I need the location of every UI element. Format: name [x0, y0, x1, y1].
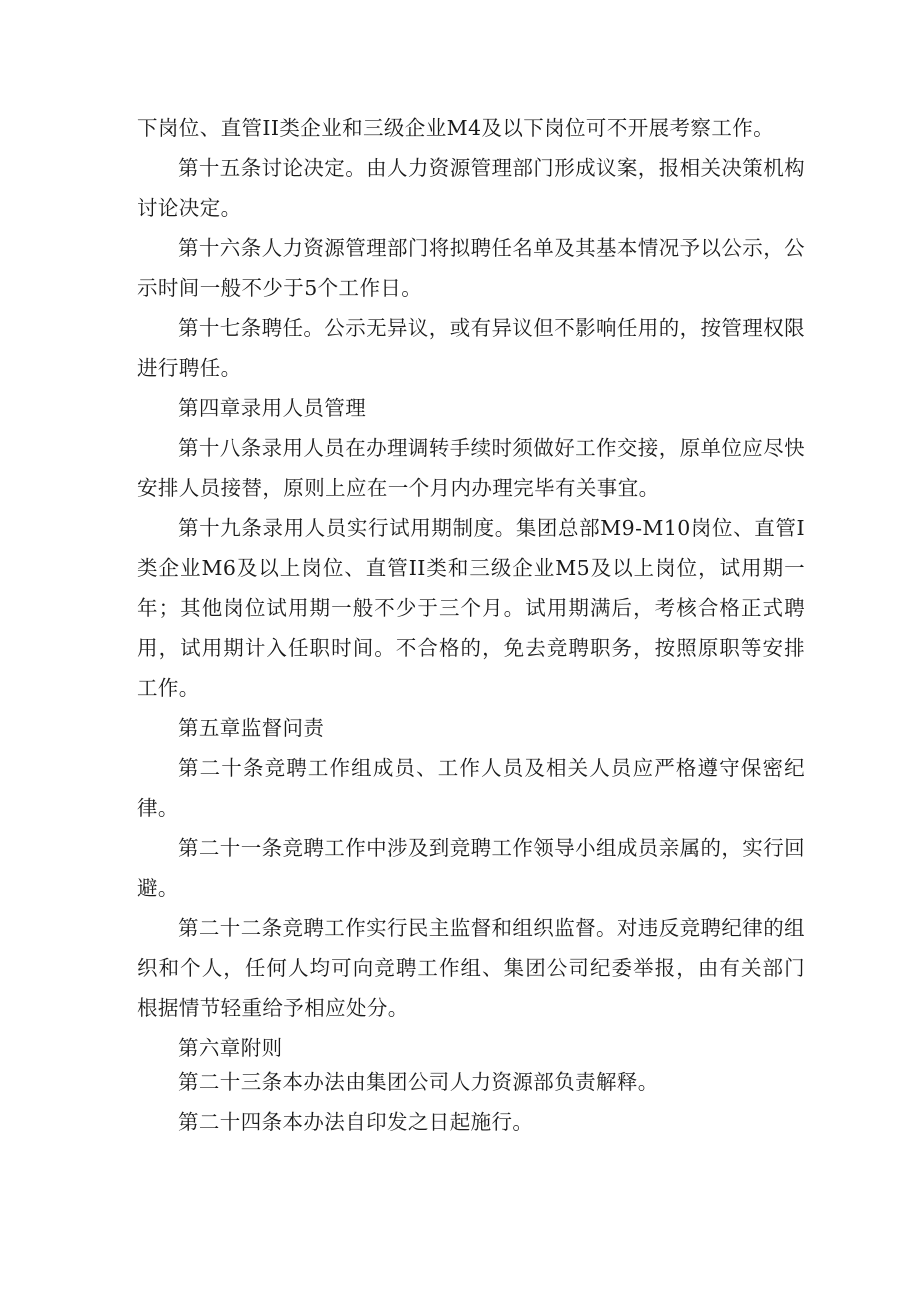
- document-body: [137, 108, 805, 1142]
- article-22: 第二十二条竞聘工作实行民主监督和组织监督。对违反竞聘纪律的组织和个人，任何人均可向竞聘工作组、集团公司纪委举报，由有关部门根据情节轻重给予相应处分。: [137, 916, 805, 1020]
- article-17: 第十七条聘任。公示无异议，或有异议但不影响任用的，按管理权限进行聘任。: [137, 316, 805, 380]
- article-21: 第二十一条竞聘工作中涉及到竞聘工作领导小组成员亲属的，实行回避。: [137, 836, 805, 900]
- article-24: 第二十四条本办法自印发之日起施行。: [178, 1110, 534, 1134]
- chapter-5-heading: 第五章监督问责: [178, 716, 325, 740]
- article-23: 第二十三条本办法由集团公司人力资源部负责解释。: [178, 1070, 659, 1094]
- article-16: 第十六条人力资源管理部门将拟聘任名单及其基本情况予以公示，公示时间一般不少于5个工作日。: [137, 236, 805, 300]
- chapter-6-heading: 第六章附则: [178, 1036, 283, 1060]
- chapter-4-heading: 第四章录用人员管理: [178, 396, 367, 420]
- article-19: 第十九条录用人员实行试用期制度。集团总部M9-M10岗位、直管I类企业M6及以上岗位、直管II类和三级企业M5及以上岗位，试用期一年；其他岗位试用期一般不少于三个月。试用期满后，考核合格正式聘用，试用期计入任职时间。不合格的，免去竞聘职务，按照原职等安排工作。: [137, 516, 805, 700]
- paragraph-continuation: 下岗位、直管II类企业和三级企业M4及以下岗位可不开展考察工作。: [137, 116, 775, 140]
- article-20: 第二十条竞聘工作组成员、工作人员及相关人员应严格遵守保密纪律。: [137, 756, 805, 820]
- article-15: 第十五条讨论决定。由人力资源管理部门形成议案，报相关决策机构讨论决定。: [137, 156, 805, 220]
- article-18: 第十八条录用人员在办理调转手续时须做好工作交接，原单位应尽快安排人员接替，原则上应在一个月内办理完毕有关事宜。: [137, 436, 805, 500]
